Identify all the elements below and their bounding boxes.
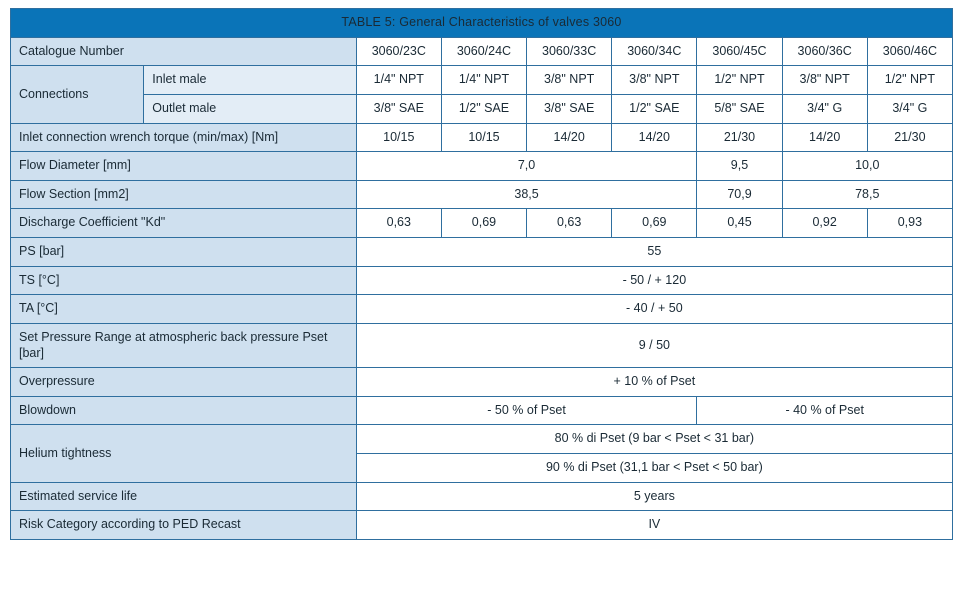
table-row-helium-1 — [11, 425, 953, 454]
table-row-service-life — [11, 482, 953, 511]
wrench-torque-cell: 14/20 — [782, 123, 867, 152]
inlet-male-cell: 1/4" NPT — [441, 66, 526, 95]
ps-label: PS [bar] — [11, 238, 357, 267]
table-row-flow-section — [11, 180, 953, 209]
outlet-male-cell: 1/2" SAE — [441, 94, 526, 123]
flow-section-label: Flow Section [mm2] — [11, 180, 357, 209]
table-row-ta — [11, 295, 953, 324]
outlet-male-cell: 3/4" G — [782, 94, 867, 123]
inlet-male-cell: 1/2" NPT — [697, 66, 782, 95]
table-row-discharge-coefficient — [11, 209, 953, 238]
wrench-torque-cell: 21/30 — [697, 123, 782, 152]
catalogue-number-cell: 3060/23C — [356, 37, 441, 66]
wrench-torque-cell: 14/20 — [612, 123, 697, 152]
wrench-torque-cell: 14/20 — [527, 123, 612, 152]
flow-section-cell: 78,5 — [782, 180, 952, 209]
blowdown-cell: - 40 % of Pset — [697, 396, 953, 425]
catalogue-number-cell: 3060/24C — [441, 37, 526, 66]
discharge-coefficient-cell: 0,63 — [356, 209, 441, 238]
table-row-catalogue — [11, 37, 953, 66]
inlet-male-cell: 3/8" NPT — [527, 66, 612, 95]
discharge-coefficient-label: Discharge Coefficient "Kd" — [11, 209, 357, 238]
table-row-ps — [11, 238, 953, 267]
table-title: TABLE 5: General Characteristics of valves 3060 — [11, 9, 953, 38]
ta-cell: - 40 / + 50 — [356, 295, 952, 324]
blowdown-label: Blowdown — [11, 396, 357, 425]
risk-category-cell: IV — [356, 511, 952, 540]
inlet-male-cell: 3/8" NPT — [612, 66, 697, 95]
catalogue-number-cell: 3060/46C — [867, 37, 952, 66]
wrench-torque-cell: 10/15 — [441, 123, 526, 152]
table-row-flow-diameter — [11, 152, 953, 181]
outlet-male-label: Outlet male — [144, 94, 356, 123]
catalogue-number-cell: 3060/34C — [612, 37, 697, 66]
inlet-male-cell: 1/2" NPT — [867, 66, 952, 95]
ta-label: TA [°C] — [11, 295, 357, 324]
wrench-torque-cell: 21/30 — [867, 123, 952, 152]
table-row-ts — [11, 266, 953, 295]
wrench-torque-cell: 10/15 — [356, 123, 441, 152]
set-pressure-cell: 9 / 50 — [356, 323, 952, 367]
table-row-risk-category — [11, 511, 953, 540]
outlet-male-cell: 5/8" SAE — [697, 94, 782, 123]
table-row-wrench-torque — [11, 123, 953, 152]
helium-tightness-cell: 90 % di Pset (31,1 bar < Pset < 50 bar) — [356, 454, 952, 483]
catalogue-number-cell: 3060/33C — [527, 37, 612, 66]
table-row-set-pressure — [11, 323, 953, 367]
connections-label: Connections — [11, 66, 144, 123]
discharge-coefficient-cell: 0,92 — [782, 209, 867, 238]
helium-tightness-cell: 80 % di Pset (9 bar < Pset < 31 bar) — [356, 425, 952, 454]
catalogue-number-cell: 3060/36C — [782, 37, 867, 66]
discharge-coefficient-cell: 0,69 — [441, 209, 526, 238]
table-row-overpressure — [11, 368, 953, 397]
inlet-male-cell: 3/8" NPT — [782, 66, 867, 95]
ts-label: TS [°C] — [11, 266, 357, 295]
flow-diameter-cell: 10,0 — [782, 152, 952, 181]
flow-diameter-cell: 7,0 — [356, 152, 697, 181]
discharge-coefficient-cell: 0,69 — [612, 209, 697, 238]
ts-cell: - 50 / + 120 — [356, 266, 952, 295]
flow-section-cell: 70,9 — [697, 180, 782, 209]
catalogue-number-cell: 3060/45C — [697, 37, 782, 66]
helium-tightness-label: Helium tightness — [11, 425, 357, 482]
blowdown-cell: - 50 % of Pset — [356, 396, 697, 425]
catalogue-number-label: Catalogue Number — [11, 37, 357, 66]
outlet-male-cell: 3/8" SAE — [356, 94, 441, 123]
table-row-outlet-male — [11, 94, 953, 123]
general-characteristics-table — [10, 8, 953, 540]
flow-diameter-label: Flow Diameter [mm] — [11, 152, 357, 181]
discharge-coefficient-cell: 0,93 — [867, 209, 952, 238]
service-life-label: Estimated service life — [11, 482, 357, 511]
inlet-male-label: Inlet male — [144, 66, 356, 95]
table-row-inlet-male — [11, 66, 953, 95]
outlet-male-cell: 3/8" SAE — [527, 94, 612, 123]
inlet-male-cell: 1/4" NPT — [356, 66, 441, 95]
overpressure-label: Overpressure — [11, 368, 357, 397]
discharge-coefficient-cell: 0,45 — [697, 209, 782, 238]
flow-diameter-cell: 9,5 — [697, 152, 782, 181]
service-life-cell: 5 years — [356, 482, 952, 511]
outlet-male-cell: 1/2" SAE — [612, 94, 697, 123]
ps-cell: 55 — [356, 238, 952, 267]
table-title-row — [11, 9, 953, 38]
overpressure-cell: + 10 % of Pset — [356, 368, 952, 397]
risk-category-label: Risk Category according to PED Recast — [11, 511, 357, 540]
discharge-coefficient-cell: 0,63 — [527, 209, 612, 238]
flow-section-cell: 38,5 — [356, 180, 697, 209]
wrench-torque-label: Inlet connection wrench torque (min/max) [Nm] — [11, 123, 357, 152]
set-pressure-label: Set Pressure Range at atmospheric back pressure Pset [bar] — [11, 323, 357, 367]
table-row-blowdown — [11, 396, 953, 425]
outlet-male-cell: 3/4" G — [867, 94, 952, 123]
